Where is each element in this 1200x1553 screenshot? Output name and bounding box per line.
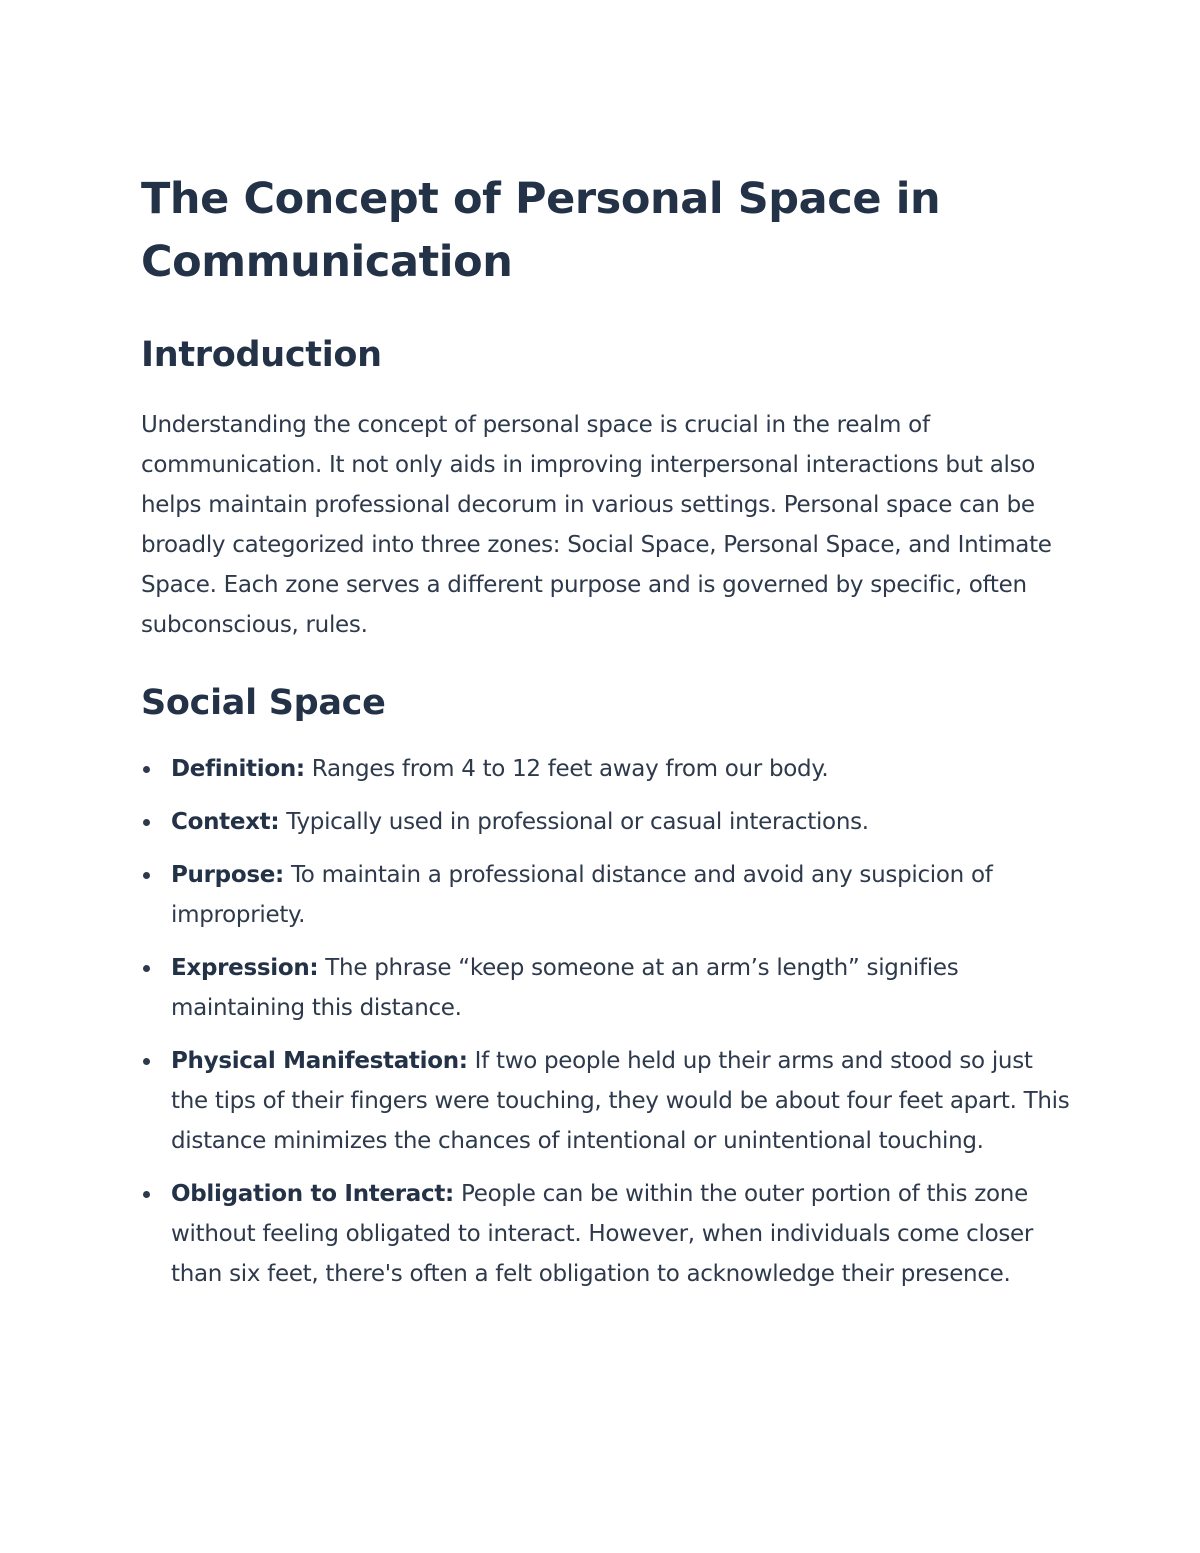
section-heading-social-space: Social Space (141, 683, 386, 723)
document-title: The Concept of Personal Space in Communication (141, 174, 941, 287)
list-item (141, 948, 1071, 1028)
list-item (141, 855, 1071, 935)
bullet-icon (143, 819, 150, 826)
social-space-list (141, 749, 1071, 1294)
list-item-label: Physical Manifestation: (171, 1048, 468, 1074)
list-item (141, 749, 1071, 789)
bullet-icon (143, 766, 150, 773)
list-item-label: Definition: (171, 756, 305, 782)
introduction-paragraph: Understanding the concept of personal space is crucial in the realm of communication. It not only aids in improving interpersonal interactions but also helps maintain professional decorum in various settings. Personal space can be broadly categorized into three zones: Social Space, Personal Space, and Intimate Space. Each zone serves a different purpose and is governed by specific, often subconscious, rules. (141, 412, 1052, 638)
list-item-text: People can be within the outer portion of this zone without feeling obligated to interact. However, when individuals come closer than six feet, there's often a felt obligation to acknowledge their presence. (171, 1181, 1034, 1287)
bullet-icon (143, 1058, 150, 1065)
section-heading-introduction: Introduction (141, 335, 382, 375)
list-item-label: Context: (171, 809, 280, 835)
list-item-text: Typically used in professional or casual interactions. (279, 809, 869, 835)
list-item-text: Ranges from 4 to 12 feet away from our body. (304, 756, 829, 782)
bullet-icon (143, 872, 150, 879)
list-item-label: Expression: (171, 955, 319, 981)
list-item-text: If two people held up their arms and stood so just the tips of their fingers were touching, they would be about four feet apart. This distance minimizes the chances of intentional or unintentional touching. (171, 1048, 1070, 1154)
list-item-text: To maintain a professional distance and avoid any suspicion of impropriety. (171, 862, 993, 928)
document-page (141, 168, 1071, 1307)
bullet-icon (143, 1191, 150, 1198)
bullet-icon (143, 965, 150, 972)
list-item (141, 802, 1071, 842)
list-item-text: The phrase “keep someone at an arm’s length” signifies maintaining this distance. (171, 955, 959, 1021)
list-item-label: Obligation to Interact: (171, 1181, 454, 1207)
list-item (141, 1174, 1071, 1294)
list-item (141, 1041, 1071, 1161)
list-item-label: Purpose: (171, 862, 284, 888)
